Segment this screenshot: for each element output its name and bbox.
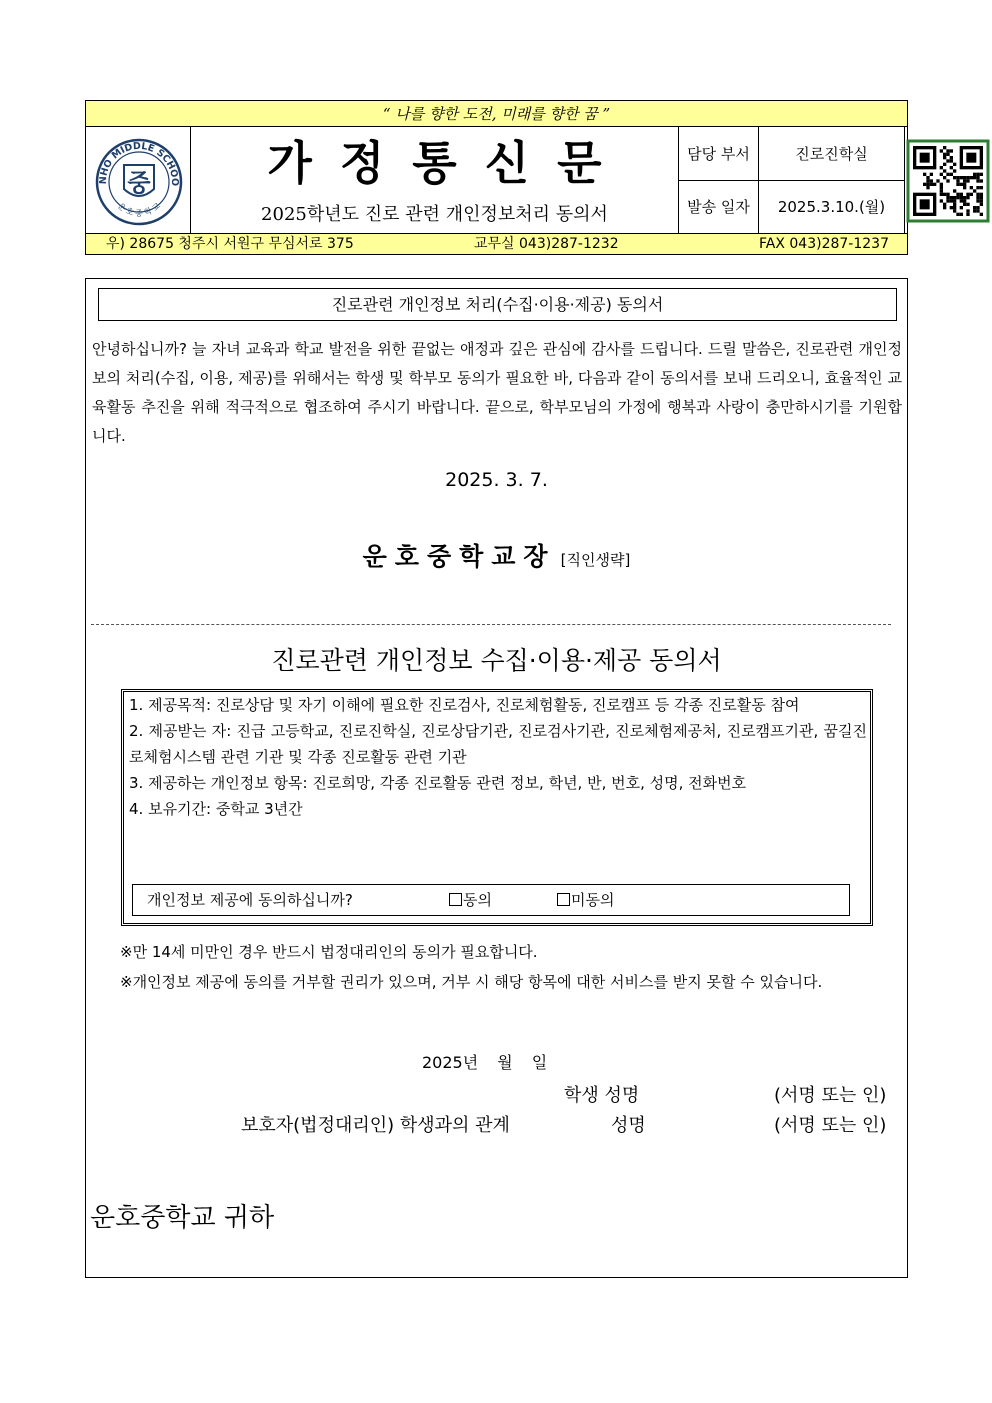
disagree-checkbox[interactable] [557,893,570,906]
note-guardian-required: ※만 14세 미만인 경우 반드시 법정대리인의 동의가 필요합니다. [120,943,538,961]
consent-item: 1. 제공목적: 진로상담 및 자기 이해에 필요한 진로검사, 진로체험활동, 진로캠프 등 각종 진로활동 참여 [129,696,800,714]
student-name-label: 학생 성명 [564,1085,640,1106]
disagree-option[interactable] [557,885,614,915]
logo-cell [86,127,191,233]
notice-date: 2025. 3. 7. [445,469,548,491]
consent-item: 2. 제공받는 자: 진급 고등학교, 진로진학실, 진로상담기관, 진로검사기관, 진로체험제공처, 진로캠프기관, 꿈길진로체험시스템 관련 기관 및 각종 진로활동 관련 기관 [129,722,867,766]
slogan-banner: “ 나를 향한 도전, 미래를 향한 꿈 ” [86,101,907,127]
addressee: 운호중학교 귀하 [90,1203,275,1233]
department-label: 담당 부서 [679,127,759,181]
cut-line [91,624,891,625]
page-subtitle: 2025학년도 진로 관련 개인정보처리 동의서 [261,204,608,225]
consent-item: 4. 보유기간: 중학교 3년간 [129,800,303,818]
consent-box [121,689,873,926]
contact-bar [86,233,907,254]
seal-omitted-note: [직인생략] [560,551,631,569]
title-cell [191,127,679,233]
newsletter-header [85,100,908,255]
agree-label: 동의 [463,891,492,909]
form-title: 진로관련 개인정보 수집·이용·제공 동의서 [271,646,722,675]
consent-item: 3. 제공하는 개인정보 항목: 진로희망, 각종 진로활동 관련 정보, 학년, 반, 번호, 성명, 전화번호 [129,774,747,792]
date-label: 발송 일자 [679,181,759,233]
office-phone: 교무실 043)287-1232 [474,236,619,252]
department-value: 진로진학실 [759,127,905,181]
date-value: 2025.3.10.(월) [759,181,905,233]
emblem-center-glyph: 중 [127,169,151,197]
qr-cell [905,127,991,233]
school-address: 우) 28675 청주시 서원구 무심서로 375 [106,236,354,252]
guardian-signature-field[interactable]: (서명 또는 인) [774,1115,887,1136]
fax-number: FAX 043)287-1237 [759,236,889,252]
main-document [85,278,908,1278]
intro-paragraph: 안녕하십니까? 늘 자녀 교육과 학교 발전을 위한 끝없는 애정과 깊은 관심에 감사를 드립니다. 드릴 말씀은, 진로관련 개인정보의 처리(수집, 이용, 제공)를 위해서는 학생 및 학부모 동의가 필요한 바, 다음과 같이 동의서를 보내 드리오니, 효율적인 교육활동 추진을 위해 적극적으로 협조하여 주시기 바랍니다. 끝으로, 학부모님의 가정에 행복과 사랑이 충만하시기를 기원합니다. [92,340,902,445]
emblem-korean-text: 운 호 중 학 교 [115,201,163,218]
consent-question-box [132,884,850,916]
note-right-to-refuse: ※개인정보 제공에 동의를 거부할 권리가 있으며, 거부 시 해당 항목에 대한 서비스를 받지 못할 수 있습니다. [120,973,823,991]
agree-checkbox[interactable] [449,893,462,906]
agree-option[interactable] [449,885,492,915]
principal-signature [86,537,907,573]
notice-title: 진로관련 개인정보 처리(수집·이용·제공) 동의서 [98,288,897,321]
consent-question: 개인정보 제공에 동의하십니까? [147,891,353,909]
guardian-relation-label: 보호자(법정대리인) 학생과의 관계 [241,1115,510,1136]
disagree-label: 미동의 [571,891,615,909]
page-title: 가정통신문 [267,136,630,190]
consent-items [129,692,867,822]
emblem-english-text: NHO MIDDLE SCHOO [97,140,181,187]
qr-code-icon[interactable] [905,127,991,233]
guardian-name-label: 성명 [611,1115,646,1136]
signature-date[interactable]: 2025년 월 일 [422,1053,548,1072]
school-emblem-icon [86,127,191,233]
student-signature-field[interactable]: (서명 또는 인) [774,1085,887,1106]
principal-name: 운호중학교장 [362,542,556,571]
